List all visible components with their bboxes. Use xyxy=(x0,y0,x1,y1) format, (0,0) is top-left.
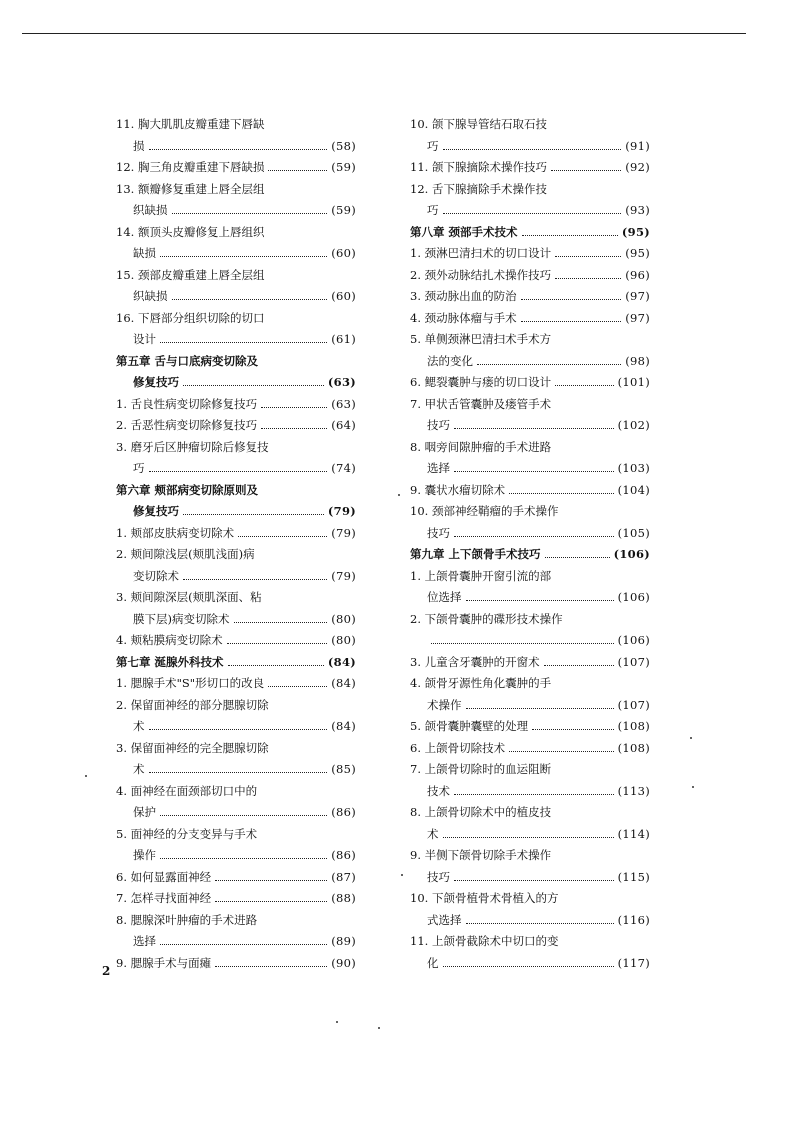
toc-entry-line xyxy=(116,931,356,953)
toc-entry-title: 修复技巧 xyxy=(133,504,179,518)
toc-entry-title: 修复技巧 xyxy=(133,375,179,389)
toc-entry-line xyxy=(410,738,650,760)
toc-entry-title: 4. 颈动脉体瘤与手术 xyxy=(410,310,517,325)
toc-entry-title: 2. 颈外动脉结扎术操作技巧 xyxy=(410,267,552,282)
toc-entry-line xyxy=(410,695,650,717)
toc-entry-line xyxy=(116,286,356,308)
toc-page-number: (93) xyxy=(625,203,650,217)
toc-entry-title: 1. 颈淋巴清扫术的切口设计 xyxy=(410,246,552,260)
toc-page-number: (63) xyxy=(331,396,356,411)
toc-entry-line xyxy=(410,179,650,201)
toc-entry-line xyxy=(410,415,650,437)
toc-entry-line xyxy=(116,437,356,459)
toc-entry-title: 12. 胸三角皮瓣重建下唇缺损 xyxy=(116,160,265,174)
dot-leader xyxy=(268,686,327,687)
toc-page-number: (95) xyxy=(621,224,650,239)
dot-leader xyxy=(555,256,621,257)
dot-leader xyxy=(227,643,328,644)
toc-page-number: (103) xyxy=(617,461,650,475)
toc-entry-title: 11. 胸大肌肌皮瓣重建下唇缺 xyxy=(116,117,265,131)
dot-leader xyxy=(160,256,327,257)
dot-leader xyxy=(431,643,614,644)
toc-page-number: (104) xyxy=(617,482,650,497)
toc-entry-title: 保护 xyxy=(133,805,156,819)
toc-entry-line xyxy=(116,200,356,222)
toc-entry-title: 4. 颌骨牙源性角化囊肿的手 xyxy=(410,676,552,690)
dot-leader xyxy=(234,622,328,623)
toc-entry-line xyxy=(116,824,356,846)
toc-entry-line xyxy=(410,824,650,846)
toc-page-number: (80) xyxy=(331,633,356,647)
toc-entry-line xyxy=(410,781,650,803)
toc-page-number: (102) xyxy=(617,418,650,432)
toc-page-number: (84) xyxy=(331,719,356,733)
dot-leader xyxy=(443,966,614,967)
toc-entry-title: 6. 上颌骨切除技术 xyxy=(410,740,506,755)
toc-entry-title: 术操作 xyxy=(427,697,462,712)
toc-page-number: (106) xyxy=(613,547,650,561)
toc-entry-line xyxy=(410,480,650,502)
toc-entry-line xyxy=(116,329,356,351)
dot-leader xyxy=(268,170,327,171)
toc-entry-title: 1. 腮腺手术"S"形切口的改良 xyxy=(116,676,265,690)
toc-entry-line xyxy=(410,888,650,910)
dot-leader xyxy=(160,858,327,859)
toc-entry-line xyxy=(116,566,356,588)
toc-entry-line xyxy=(410,351,650,373)
toc-entry-title: 技巧 xyxy=(427,525,450,540)
scan-speck xyxy=(85,775,87,777)
toc-entry-title: 位选择 xyxy=(427,590,462,604)
toc-page-number: (63) xyxy=(327,375,356,389)
toc-page-number: (90) xyxy=(331,955,356,970)
toc-entry-line xyxy=(116,523,356,545)
toc-page-number: (79) xyxy=(327,504,356,518)
dot-leader xyxy=(466,923,614,924)
toc-entry-line xyxy=(116,695,356,717)
toc-entry-title: 12. 舌下腺摘除手术操作技 xyxy=(410,181,547,196)
toc-page-number: (84) xyxy=(331,676,356,690)
toc-page-number: (114) xyxy=(617,826,650,841)
dot-leader xyxy=(172,299,328,300)
toc-entry-title: 4. 颊粘膜病变切除术 xyxy=(116,633,223,647)
toc-entry-title: 第七章 涎腺外科技术 xyxy=(116,654,224,669)
toc-entry-line xyxy=(116,910,356,932)
toc-entry-title: 第五章 舌与口底病变切除及 xyxy=(116,353,259,368)
toc-entry-title: 2. 保留面神经的部分腮腺切除 xyxy=(116,697,269,712)
toc-entry-title: 14. 额顶头皮瓣修复上唇组织 xyxy=(116,224,265,239)
dot-leader xyxy=(183,514,324,515)
dot-leader xyxy=(228,665,324,666)
toc-chapter-line xyxy=(410,544,650,566)
toc-entry-title: 巧 xyxy=(427,203,439,217)
toc-page-number: (95) xyxy=(625,246,650,260)
dot-leader xyxy=(544,665,614,666)
toc-entry-line xyxy=(116,415,356,437)
toc-entry-title: 10. 下颌骨植骨术骨植入的方 xyxy=(410,891,559,905)
scan-speck xyxy=(692,786,694,788)
toc-entry-line xyxy=(410,329,650,351)
toc-chapter-line xyxy=(116,351,356,373)
toc-entry-title: 第八章 颈部手术技术 xyxy=(410,224,518,239)
scan-speck xyxy=(378,1027,380,1029)
toc-entry-title: 巧 xyxy=(133,461,145,475)
toc-page-number: (92) xyxy=(625,160,650,174)
toc-page-number: (79) xyxy=(331,568,356,583)
toc-entry-line xyxy=(410,759,650,781)
toc-page-number: (91) xyxy=(625,138,650,153)
toc-page-number: (106) xyxy=(617,590,650,604)
toc-entry-line xyxy=(410,587,650,609)
toc-entry-title: 8. 咽旁间隙肿瘤的手术进路 xyxy=(410,439,552,454)
toc-entry-title: 变切除术 xyxy=(133,568,179,583)
toc-entry-line xyxy=(410,157,650,179)
toc-entry-title: 选择 xyxy=(133,934,156,948)
toc-entry-line xyxy=(410,609,650,631)
toc-entry-line xyxy=(410,630,650,652)
toc-entry-line xyxy=(410,200,650,222)
toc-page-number: (58) xyxy=(331,138,356,153)
dot-leader xyxy=(160,815,327,816)
toc-entry-line xyxy=(116,136,356,158)
toc-entry-line xyxy=(410,566,650,588)
toc-page-number: (108) xyxy=(617,740,650,755)
toc-entry-line xyxy=(410,910,650,932)
toc-entry-line xyxy=(410,673,650,695)
toc-right-column xyxy=(410,114,650,974)
toc-entry-title: 5. 单侧颈淋巴清扫术手术方 xyxy=(410,332,552,346)
toc-entry-line xyxy=(410,286,650,308)
dot-leader xyxy=(454,471,614,472)
dot-leader xyxy=(261,428,327,429)
toc-entry-title: 操作 xyxy=(133,848,156,862)
toc-page-number: (117) xyxy=(617,955,650,970)
toc-entry-title: 技术 xyxy=(427,783,450,798)
toc-entry-line xyxy=(410,652,650,674)
toc-entry-line xyxy=(116,630,356,652)
toc-entry-line xyxy=(410,845,650,867)
toc-entry-title: 3. 颈动脉出血的防治 xyxy=(410,289,517,303)
toc-entry-line xyxy=(116,308,356,330)
toc-page-number: (97) xyxy=(625,289,650,303)
toc-entry-line xyxy=(116,781,356,803)
toc-entry-title: 1. 颊部皮肤病变切除术 xyxy=(116,525,235,540)
toc-entry-title: 16. 下唇部分组织切除的切口 xyxy=(116,310,265,325)
dot-leader xyxy=(443,149,622,150)
toc-entry-title: 3. 儿童含牙囊肿的开窗术 xyxy=(410,654,540,669)
dot-leader xyxy=(443,213,622,214)
dot-leader xyxy=(521,299,622,300)
toc-page-number: (97) xyxy=(625,310,650,325)
toc-entry-title: 9. 腮腺手术与面瘫 xyxy=(116,955,212,970)
toc-entry-title: 7. 甲状舌管囊肿及瘘管手术 xyxy=(410,396,552,411)
toc-entry-title: 5. 颌骨囊肿囊壁的处理 xyxy=(410,719,529,733)
scan-speck xyxy=(690,737,692,739)
toc-entry-title: 技巧 xyxy=(427,869,450,884)
toc-entry-title: 9. 半侧下颌骨切除手术操作 xyxy=(410,848,552,862)
toc-entry-line xyxy=(410,458,650,480)
toc-entry-line xyxy=(116,544,356,566)
dot-leader xyxy=(454,428,614,429)
dot-leader xyxy=(466,708,614,709)
dot-leader xyxy=(454,536,614,537)
toc-entry-line xyxy=(410,136,650,158)
dot-leader xyxy=(215,880,327,881)
dot-leader xyxy=(149,729,328,730)
toc-entry-line xyxy=(116,888,356,910)
toc-entry-title: 缺损 xyxy=(133,246,156,260)
toc-entry-title: 6. 鳃裂囊肿与瘘的切口设计 xyxy=(410,375,552,389)
toc-entry-title: 13. 额瓣修复重建上唇全层组 xyxy=(116,181,265,196)
dot-leader xyxy=(477,364,621,365)
toc-entry-title: 7. 怎样寻找面神经 xyxy=(116,891,212,905)
toc-entry-line xyxy=(410,802,650,824)
dot-leader xyxy=(454,794,614,795)
dot-leader xyxy=(522,235,618,236)
dot-leader xyxy=(545,557,610,558)
toc-page-number: (108) xyxy=(617,719,650,733)
toc-entry-title: 化 xyxy=(427,955,439,970)
toc-entry-title: 膜下层)病变切除术 xyxy=(133,611,230,626)
toc-entry-line xyxy=(116,738,356,760)
dot-leader xyxy=(532,729,613,730)
toc-page-number: (80) xyxy=(331,611,356,626)
toc-page-number: (113) xyxy=(617,783,650,798)
toc-entry-line xyxy=(410,523,650,545)
toc-page-number: (86) xyxy=(331,805,356,819)
toc-entry-title: 1. 舌良性病变切除修复技巧 xyxy=(116,396,258,411)
toc-entry-title: 11. 上颌骨截除术中切口的变 xyxy=(410,934,559,948)
toc-entry-line xyxy=(116,243,356,265)
toc-entry-title: 8. 上颌骨切除术中的植皮技 xyxy=(410,805,552,819)
toc-entry-title: 技巧 xyxy=(427,418,450,432)
toc-page-number: (89) xyxy=(331,934,356,948)
dot-leader xyxy=(172,213,328,214)
toc-entry-title: 术 xyxy=(427,826,439,841)
toc-entry-title: 3. 磨牙后区肿瘤切除后修复技 xyxy=(116,439,269,454)
dot-leader xyxy=(149,772,328,773)
toc-page-number: (105) xyxy=(617,525,650,540)
toc-entry-line xyxy=(410,114,650,136)
toc-entry-title: 6. 如何显露面神经 xyxy=(116,869,212,884)
toc-entry-line xyxy=(116,802,356,824)
toc-page-number: (98) xyxy=(625,353,650,368)
toc-entry-line xyxy=(410,308,650,330)
toc-page-number: (87) xyxy=(331,869,356,884)
toc-entry-title: 9. 囊状水瘤切除术 xyxy=(410,482,506,497)
toc-entry-line xyxy=(410,716,650,738)
dot-leader xyxy=(509,493,613,494)
toc-entry-title: 11. 颌下腺摘除术操作技巧 xyxy=(410,160,547,174)
dot-leader xyxy=(443,837,614,838)
scan-speck xyxy=(401,874,403,876)
page-number: 2 xyxy=(102,964,111,978)
dot-leader xyxy=(551,170,621,171)
toc-page-number: (74) xyxy=(331,461,356,475)
toc-page-number: (88) xyxy=(331,891,356,905)
toc-page-number: (116) xyxy=(617,912,650,927)
scan-speck xyxy=(398,494,400,496)
toc-entry-title: 第九章 上下颌骨手术技巧 xyxy=(410,547,541,561)
toc-entry-line xyxy=(116,394,356,416)
toc-entry-title: 1. 上颌骨囊肿开窗引流的部 xyxy=(410,568,552,583)
toc-left-column xyxy=(116,114,356,974)
toc-page-number: (60) xyxy=(331,289,356,303)
toc-page-number: (59) xyxy=(331,160,356,174)
toc-entry-title: 10. 颈部神经鞘瘤的手术操作 xyxy=(410,504,559,518)
dot-leader xyxy=(466,600,614,601)
toc-entry-line xyxy=(410,265,650,287)
toc-entry-title: 损 xyxy=(133,138,145,153)
toc-page-number: (107) xyxy=(617,697,650,712)
toc-entry-line xyxy=(410,953,650,975)
toc-entry-title: 5. 面神经的分支变异与手术 xyxy=(116,826,258,841)
toc-entry-title: 2. 颊间隙浅层(颊肌浅面)病 xyxy=(116,547,255,561)
toc-entry-line xyxy=(116,759,356,781)
dot-leader xyxy=(215,966,327,967)
dot-leader xyxy=(509,751,613,752)
toc-entry-line xyxy=(116,265,356,287)
toc-chapter-line xyxy=(116,652,356,674)
toc-entry-line xyxy=(116,222,356,244)
toc-entry-line xyxy=(116,458,356,480)
toc-page-number: (64) xyxy=(331,418,356,432)
toc-entry-title: 术 xyxy=(133,762,145,776)
dot-leader xyxy=(160,944,327,945)
toc-page-number: (115) xyxy=(617,869,650,884)
dot-leader xyxy=(183,579,327,580)
toc-page-number: (96) xyxy=(625,267,650,282)
toc-chapter-line xyxy=(116,372,356,394)
dot-leader xyxy=(521,321,622,322)
toc-page-number: (86) xyxy=(331,848,356,862)
toc-chapter-line xyxy=(116,480,356,502)
toc-entry-title: 3. 保留面神经的完全腮腺切除 xyxy=(116,740,269,755)
toc-entry-title: 式选择 xyxy=(427,912,462,927)
toc-page-number: (106) xyxy=(617,633,650,647)
toc-entry-line xyxy=(116,587,356,609)
toc-page-number: (61) xyxy=(331,332,356,346)
scan-speck xyxy=(336,1021,338,1023)
toc-page-number: (101) xyxy=(617,375,650,389)
toc-entry-line xyxy=(410,501,650,523)
toc-entry-line xyxy=(116,179,356,201)
toc-entry-line xyxy=(410,867,650,889)
toc-entry-line xyxy=(116,157,356,179)
toc-entry-line xyxy=(116,609,356,631)
dot-leader xyxy=(555,385,613,386)
toc-entry-line xyxy=(410,243,650,265)
dot-leader xyxy=(238,536,327,537)
toc-entry-line xyxy=(410,372,650,394)
dot-leader xyxy=(160,342,327,343)
toc-chapter-line xyxy=(410,222,650,244)
toc-entry-title: 15. 颈部皮瓣重建上唇全层组 xyxy=(116,267,265,282)
toc-entry-title: 7. 上颌骨切除时的血运阻断 xyxy=(410,762,552,776)
toc-entry-line xyxy=(410,931,650,953)
toc-entry-title: 选择 xyxy=(427,461,450,475)
toc-entry-title: 10. 颌下腺导管结石取石技 xyxy=(410,117,547,131)
toc-entry-title: 巧 xyxy=(427,138,439,153)
toc-entry-title: 4. 面神经在面颈部切口中的 xyxy=(116,783,258,798)
toc-page-number: (60) xyxy=(331,246,356,260)
dot-leader xyxy=(555,278,621,279)
dot-leader xyxy=(183,385,324,386)
toc-entry-line xyxy=(410,394,650,416)
toc-entry-line xyxy=(116,716,356,738)
toc-page-number: (85) xyxy=(331,762,356,776)
toc-entry-line xyxy=(116,867,356,889)
dot-leader xyxy=(215,901,327,902)
toc-entry-title: 2. 舌恶性病变切除修复技巧 xyxy=(116,418,258,432)
toc-page-number: (59) xyxy=(331,203,356,217)
dot-leader xyxy=(149,471,328,472)
dot-leader xyxy=(261,407,327,408)
toc-entry-title: 织缺损 xyxy=(133,289,168,303)
toc-entry-line xyxy=(116,114,356,136)
toc-entry-title: 法的变化 xyxy=(427,353,473,368)
toc-entry-title: 8. 腮腺深叶肿瘤的手术进路 xyxy=(116,912,258,927)
dot-leader xyxy=(149,149,328,150)
toc-entry-title: 第六章 颊部病变切除原则及 xyxy=(116,482,259,497)
dot-leader xyxy=(454,880,614,881)
top-rule xyxy=(22,33,746,34)
toc-entry-line xyxy=(116,953,356,975)
toc-page-number: (84) xyxy=(327,654,356,669)
toc-entry-line xyxy=(116,673,356,695)
toc-page-number: (79) xyxy=(331,525,356,540)
toc-chapter-line xyxy=(116,501,356,523)
toc-entry-line xyxy=(410,437,650,459)
toc-entry-title: 织缺损 xyxy=(133,203,168,217)
toc-entry-title: 术 xyxy=(133,719,145,733)
toc-entry-title: 设计 xyxy=(133,332,156,346)
toc-page-number: (107) xyxy=(617,654,650,669)
toc-entry-title: 3. 颊间隙深层(颊肌深面、粘 xyxy=(116,590,262,604)
toc-entry-title: 2. 下颌骨囊肿的碟形技术操作 xyxy=(410,611,563,626)
toc-entry-line xyxy=(116,845,356,867)
